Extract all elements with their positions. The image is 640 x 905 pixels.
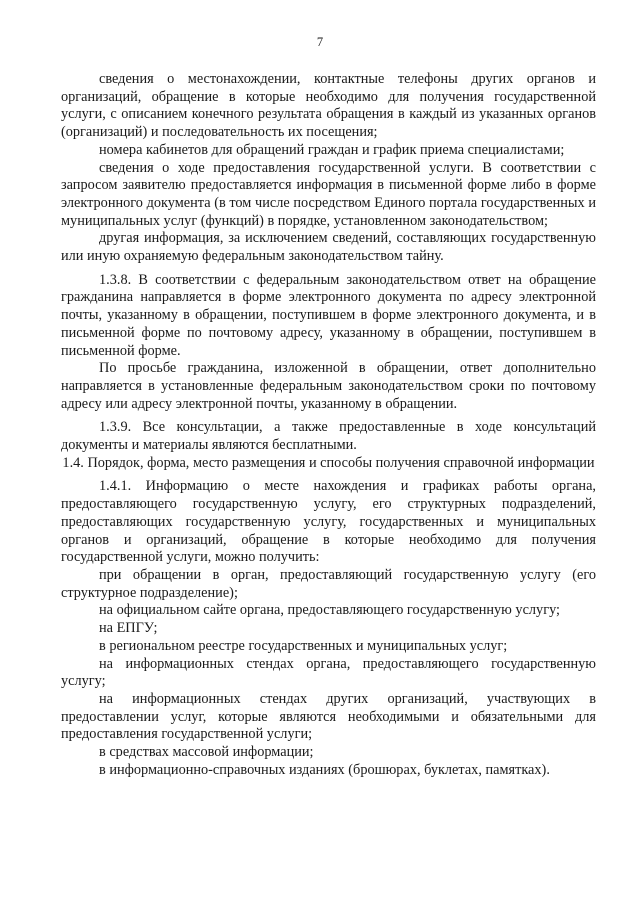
list-item-epgu: на ЕПГУ;: [99, 620, 158, 637]
paragraph-progress-info: сведения о ходе предоставления государственной услуги. В соответствии с запросом заявителю предоставляется информация в письменной форме либо в форме электронного документа (в том числе посредством Единого портала государственных и муниципальных услуг (функций) в порядке, установленном законодательством;: [61, 159, 596, 229]
list-item-office-visit: при обращении в орган, предоставляющий государственную услугу (его структурное подразделение);: [61, 566, 596, 601]
paragraph-1-3-8: 1.3.8. В соответствии с федеральным законодательством ответ на обращение гражданина направляется в форме электронного документа по адресу электронной почты, указанному в обращении, поступившем в форме электронного документа, и в письменной форме по почтовому адресу, указанному в обращении, поступившем в письменной форме.: [61, 271, 596, 359]
page-number: 7: [316, 35, 324, 49]
paragraph-location-info: сведения о местонахождении, контактные телефоны других органов и организаций, обращение в которые необходимо для получения государственной услуги, с описанием конечного результата обращения в каждый из указанных органов (организаций) и последовательность их посещения;: [61, 71, 596, 141]
list-item-reference-publications: в информационно-справочных изданиях (брошюрах, буклетах, памятках).: [99, 761, 550, 778]
list-item-info-stands: на информационных стендах органа, предоставляющего государственную услугу;: [61, 655, 596, 690]
paragraph-other-info: другая информация, за исключением сведений, составляющих государственную или иную охраняемую федеральным законодательством тайну.: [61, 230, 596, 265]
paragraph-office-numbers: номера кабинетов для обращений граждан и график приема специалистами;: [99, 141, 565, 158]
list-item-official-site: на официальном сайте органа, предоставляющего государственную услугу;: [99, 602, 561, 619]
section-heading-1-4: 1.4. Порядок, форма, место размещения и способы получения справочной информации: [62, 454, 595, 471]
list-item-mass-media: в средствах массовой информации;: [99, 744, 314, 761]
list-item-other-org-stands: на информационных стендах других организаций, участвующих в предоставлении услуг, которые являются необходимыми и обязательными для предоставления государственной услуги;: [61, 690, 596, 743]
paragraph-citizen-request: По просьбе гражданина, изложенной в обращении, ответ дополнительно направляется в установленные федеральным законодательством сроки по почтовому адресу или адресу электронной почты, указанному в обращении.: [61, 360, 596, 412]
list-item-regional-registry: в региональном реестре государственных и муниципальных услуг;: [99, 637, 508, 654]
paragraph-1-3-9: 1.3.9. Все консультации, а также предоставленные в ходе консультаций документы и материалы являются бесплатными.: [61, 419, 596, 454]
document-body: [61, 71, 596, 779]
paragraph-1-4-1: 1.4.1. Информацию о месте нахождения и графиках работы органа, предоставляющего государственную услугу, его структурных подразделений, предоставляющих государственную услугу, государственных и муниципальных органов и организаций, обращение в которые необходимо для получения государственной услуги, можно получить:: [61, 478, 596, 566]
